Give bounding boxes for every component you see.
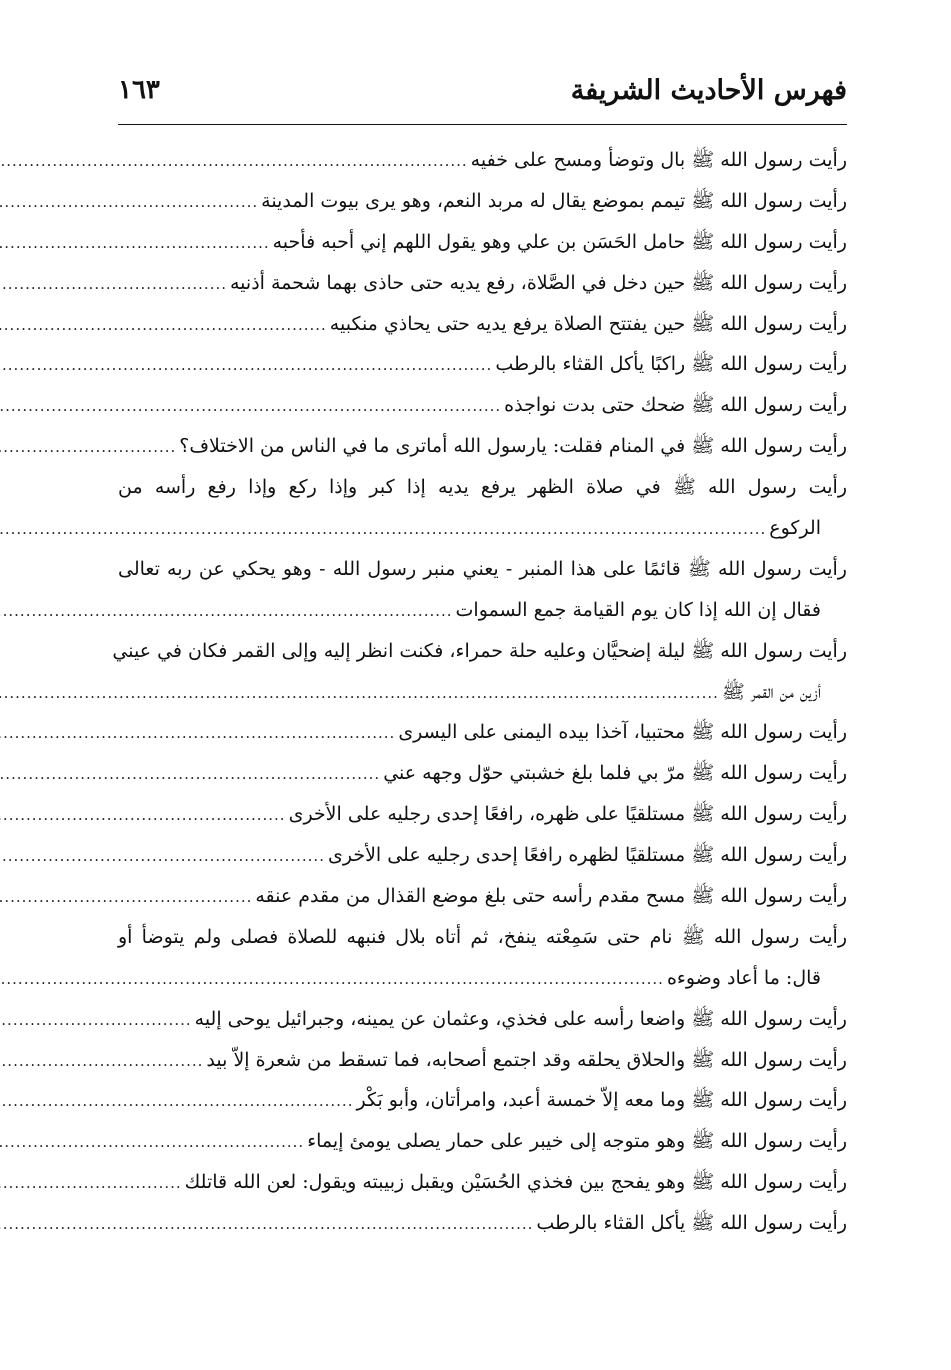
entry-text: أزين من القمر ﷺ <box>721 680 821 703</box>
index-entry <box>112 631 847 713</box>
dot-leader <box>0 713 395 754</box>
entry-text: رأيت رسول الله ﷺ في المنام فقلت: يارسول الله أماترى ما في الناس من الاختلاف؟ <box>179 435 847 458</box>
dot-leader <box>0 673 719 714</box>
index-entry <box>118 1040 847 1081</box>
entry-line <box>118 140 847 181</box>
entry-line <box>118 263 847 304</box>
index-entry <box>118 304 847 345</box>
entry-text: قال: ما أعاد وضوءه <box>666 966 821 989</box>
dot-leader <box>0 305 327 346</box>
entry-text: رأيت رسول الله ﷺ مستلقيًا لظهره رافعًا إحدى رجليه على الأخرى <box>327 844 847 867</box>
header-title: فهرس الأحاديث الشريفة <box>570 74 847 106</box>
dot-leader <box>0 754 380 795</box>
dot-leader <box>0 141 468 182</box>
entry-text: رأيت رسول الله ﷺ وهو يفحج بين فخذي الحُسَيْن ويقبل زبيبته ويقول: لعن الله قاتلك <box>184 1171 847 1194</box>
index-entry <box>118 1162 847 1203</box>
index-entry <box>118 1080 847 1121</box>
entry-text: رأيت رسول الله ﷺ مرّ بي فلما بلغ خشبتي حوّل وجهه عني <box>383 762 847 785</box>
index-entry <box>118 1121 847 1162</box>
entry-line <box>118 181 847 222</box>
index-entry <box>118 181 847 222</box>
dot-leader <box>0 264 227 305</box>
entry-text: رأيت رسول الله ﷺ وهو متوجه إلى خيبر على حمار يصلى يومئ إيماء <box>307 1130 847 1153</box>
entry-text: رأيت رسول الله ﷺ حين دخل في الصَّلاة، رفع يديه حتى حاذى بهما شحمة أذنيه <box>230 271 847 294</box>
entry-line <box>118 835 847 876</box>
entry-line <box>118 999 847 1040</box>
entry-line <box>118 712 847 753</box>
entry-text: رأيت رسول الله ﷺ حين يفتتح الصلاة يرفع يديه حتى يحاذي منكبيه <box>329 312 847 335</box>
dot-leader <box>0 591 453 632</box>
dot-leader <box>0 1163 182 1204</box>
entry-line <box>118 344 847 385</box>
entry-line <box>118 508 847 549</box>
dot-leader <box>0 345 492 386</box>
index-entry <box>118 712 847 753</box>
dot-leader <box>0 182 258 223</box>
dot-leader <box>0 1000 192 1041</box>
entry-line <box>118 222 847 263</box>
dot-leader <box>0 877 252 918</box>
entry-line <box>118 958 847 999</box>
index-entry <box>118 263 847 304</box>
index-entry <box>118 999 847 1040</box>
entry-text: الركوع <box>769 517 821 540</box>
dot-leader <box>0 223 270 264</box>
entry-text: فقال إن الله إذا كان يوم القيامة جمع السموات <box>455 598 821 621</box>
entry-line <box>118 1203 847 1244</box>
entry-line <box>118 794 847 835</box>
index-entry <box>118 835 847 876</box>
index-entry <box>118 1203 847 1244</box>
entry-text: رأيت رسول الله ﷺ تيمم بموضع يقال له مربد النعم، وهو يرى بيوت المدينة <box>261 189 847 212</box>
index-entry <box>118 794 847 835</box>
entry-text: رأيت رسول الله ﷺ والحلاق يحلقه وقد اجتمع أصحابه، فما تسقط من شعرة إلاّ بيد <box>206 1048 847 1071</box>
index-entry <box>118 344 847 385</box>
index-entry <box>118 140 847 181</box>
dot-leader <box>0 1081 353 1122</box>
dot-leader <box>0 795 286 836</box>
entry-text: رأيت رسول الله ﷺ وما معه إلاّ خمسة أعبد، وامرأتان، وأبو بَكْر <box>356 1089 847 1112</box>
dot-leader <box>0 427 176 468</box>
entry-text: رأيت رسول الله ﷺ يأكل القثاء بالرطب <box>536 1212 847 1235</box>
entry-text-first-line: رأيت رسول الله ﷺ قائمًا على هذا المنبر - يعني منبر رسول الله - وهو يحكي عن ربه تعالى <box>118 557 847 580</box>
index-entry <box>118 222 847 263</box>
index-entry <box>118 467 847 549</box>
dot-leader <box>0 386 501 427</box>
index-entry <box>118 917 847 999</box>
index-entry <box>118 426 847 467</box>
dot-leader <box>0 1204 533 1245</box>
hadith-index-list <box>112 140 847 1244</box>
entry-line <box>118 876 847 917</box>
entry-text-first-line: رأيت رسول الله ﷺ نام حتى سَمِعْته ينفخ، ثم أتاه بلال فنبهه للصلاة فصلى ولم يتوضأ أو <box>118 925 847 948</box>
entry-text: رأيت رسول الله ﷺ ضحك حتى بدت نواجذه <box>504 394 847 417</box>
entry-line <box>118 426 847 467</box>
entry-line <box>118 304 847 345</box>
entry-text: رأيت رسول الله ﷺ مسح مقدم رأسه حتى بلغ موضع القذال من مقدم عنقه <box>255 885 847 908</box>
page-number: ١٦٣ <box>118 75 160 105</box>
index-entry <box>118 385 847 426</box>
entry-line <box>118 1040 847 1081</box>
index-entry <box>118 753 847 794</box>
entry-text: رأيت رسول الله ﷺ محتبيا، آخذا بيده اليمنى على اليسرى <box>398 721 847 744</box>
entry-text: رأيت رسول الله ﷺ مستلقيًا على ظهره، رافعًا إحدى رجليه على الأخرى <box>288 803 847 826</box>
running-header <box>118 66 847 114</box>
dot-leader <box>0 836 325 877</box>
dot-leader <box>0 509 766 550</box>
entry-line <box>118 1121 847 1162</box>
entry-line <box>118 1162 847 1203</box>
dot-leader <box>0 1122 304 1163</box>
dot-leader <box>0 959 664 1000</box>
entry-text-first-line: رأيت رسول الله ﷺ ليلة إضحيَّان وعليه حلة حمراء، فكنت انظر إليه وإلى القمر فكان في عيني <box>112 639 847 662</box>
dot-leader <box>0 1041 203 1082</box>
entry-line <box>118 753 847 794</box>
entry-text: رأيت رسول الله ﷺ واضعا رأسه على فخذي، وعثمان عن يمينه، وجبرائيل يوحى إليه <box>194 1007 847 1030</box>
entry-text: رأيت رسول الله ﷺ بال وتوضأ ومسح على خفيه <box>470 149 847 171</box>
index-entry <box>118 876 847 917</box>
index-entry <box>118 549 847 631</box>
entry-text: رأيت رسول الله ﷺ حامل الحَسَن بن علي وهو يقول اللهم إني أحبه فأحبه <box>272 230 847 253</box>
header-rule <box>118 124 847 125</box>
entry-line <box>118 1080 847 1121</box>
entry-text: رأيت رسول الله ﷺ راكبًا يأكل القثاء بالرطب <box>495 353 847 376</box>
entry-line <box>118 590 847 631</box>
entry-line <box>118 385 847 426</box>
entry-text-first-line: رأيت رسول الله ﷺ في صلاة الظهر يرفع يديه إذا كبر وإذا ركع وإذا رفع رأسه من <box>118 476 847 499</box>
entry-line <box>118 672 847 713</box>
